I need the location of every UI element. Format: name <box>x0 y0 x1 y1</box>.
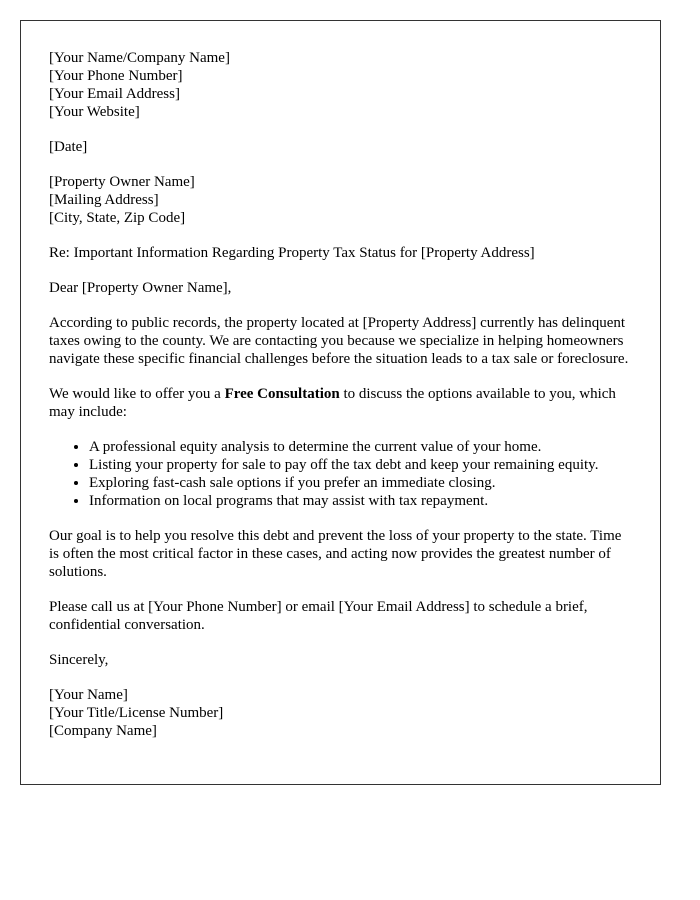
sender-block <box>49 49 632 121</box>
salutation: Dear [Property Owner Name], <box>49 280 232 296</box>
signature-block <box>49 686 632 740</box>
sender-phone: [Your Phone Number] <box>49 68 183 84</box>
recipient-name: [Property Owner Name] <box>49 174 195 190</box>
list-item: • Listing your property for sale to pay off the tax debt and keep your remaining equity. <box>89 456 632 474</box>
list-item: • Exploring fast-cash sale options if you prefer an immediate closing. <box>89 474 632 492</box>
recipient-city: [City, State, Zip Code] <box>49 210 186 226</box>
sender-email: [Your Email Address] <box>49 86 180 102</box>
paragraph-2: We would like to offer you a Free Consultation to discuss the options available to you, which may include: <box>49 386 616 420</box>
recipient-block <box>49 173 632 227</box>
list-item: • A professional equity analysis to determine the current value of your home. <box>89 438 632 456</box>
subject-line: Re: Important Information Regarding Property Tax Status for [Property Address] <box>49 245 535 261</box>
signature-name: [Your Name] <box>49 687 128 703</box>
paragraph-1: According to public records, the property located at [Property Address] currently has delinquent taxes owing to the county. We are contacting you because we specialize in helping homeowners navigate these specific financial challenges before the situation leads to a tax sale or foreclosure. <box>49 315 629 367</box>
list-item: • Information on local programs that may assist with tax repayment. <box>89 492 632 510</box>
free-consultation: Free Consultation <box>224 386 340 402</box>
letter <box>20 20 661 785</box>
signature-company: [Company Name] <box>49 723 157 739</box>
recipient-address: [Mailing Address] <box>49 192 159 208</box>
options-list <box>49 438 632 510</box>
signature-title: [Your Title/License Number] <box>49 705 224 721</box>
sender-name: [Your Name/Company Name] <box>49 50 230 66</box>
paragraph-4: Please call us at [Your Phone Number] or email [Your Email Address] to schedule a brief, confidential conversation. <box>49 599 588 633</box>
sender-website: [Your Website] <box>49 104 140 120</box>
closing: Sincerely, <box>49 652 109 668</box>
date: [Date] <box>49 139 88 155</box>
paragraph-3: Our goal is to help you resolve this debt and prevent the loss of your property to the state. Time is often the most critical factor in these cases, and acting now provides the greatest number of solutions. <box>49 528 622 580</box>
